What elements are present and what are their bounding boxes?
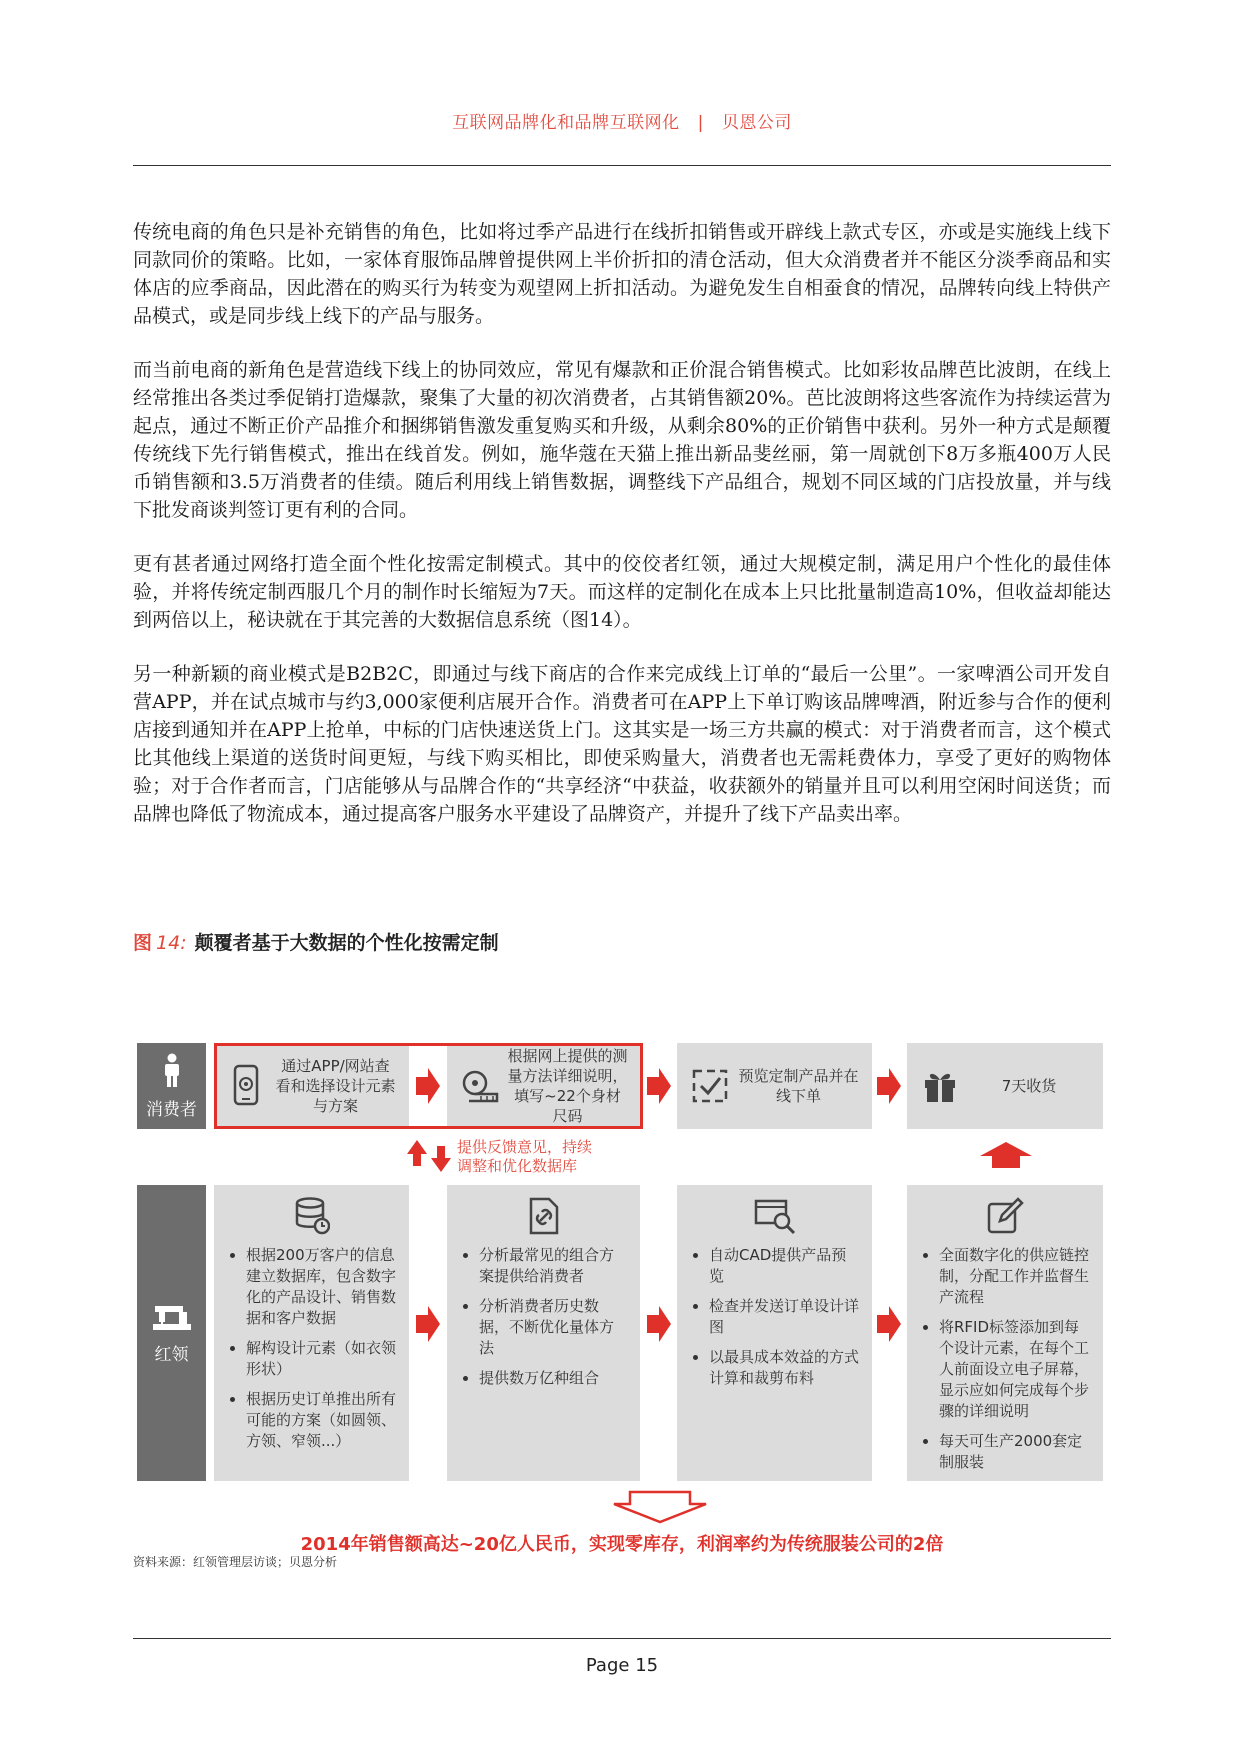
paragraph-2: 而当前电商的新角色是营造线下线上的协同效应，常见有爆款和正价混合销售模式。比如彩妆品牌芭比波朗，在线上经常推出各类过季促销打造爆款，聚集了大量的初次消费者，占其销售额20%。芭比波朗将这些客流作为持续运营为起点，通过不断正价产品推介和捆绑销售激发重复购买和升级，从剩余80%的正价销售中获利。另外一种方式是颠覆传统线下先行销售模式，推出在线首发。例如，施华蔻在天猫上推出新品斐丝丽，第一周就创下8万多瓶400万人民币销售额和3.5万消费者的佳绩。随后利用线上销售数据，调整线下产品组合，规划不同区域的门店投放量，并与线下批发商谈判签订更有利的合同。	[133, 359, 1111, 521]
document-link-icon	[459, 1197, 628, 1237]
screen-search-icon	[689, 1197, 860, 1237]
redcollar-database	[214, 1185, 409, 1481]
arrow-right-icon	[877, 1068, 901, 1104]
paragraph-1: 传统电商的角色只是补充销售的角色，比如将过季产品进行在线折扣销售或开辟线上款式专区，亦或是实施线上线下同款同价的策略。比如，一家体育服饰品牌曾提供网上半价折扣的清仓活动，但大众消费者并不能区分淡季商品和实体店的应季商品，因此潜在的购买行为转变为观望网上折扣活动。为避免发生自相蚕食的情况，品牌转向线上特供产品模式，或是同步线上线下的产品与服务。	[133, 221, 1111, 327]
step-measure-text: 根据网上提供的测量方法详细说明，填写~22个身材尺码	[507, 1047, 628, 1125]
consumer-label-text: 消费者	[146, 1099, 197, 1120]
step-preview-order-text: 预览定制产品并在线下单	[738, 1067, 859, 1105]
header-title: 互联网品牌化和品牌互联网化	[452, 113, 680, 133]
figure-label: 图	[133, 932, 153, 954]
arrow-right-icon	[647, 1068, 671, 1104]
header-separator: |	[697, 113, 704, 133]
redcollar-cad	[677, 1185, 872, 1481]
arrow-right-icon	[416, 1068, 440, 1104]
edit-icon	[919, 1197, 1091, 1237]
up-down-arrows-icon	[407, 1140, 451, 1172]
figure-title	[133, 928, 499, 955]
cad-bullet-2: • 检查并发送订单设计详图	[709, 1296, 860, 1338]
gift-icon	[919, 1068, 961, 1104]
production-bullet-1: • 全面数字化的供应链控制，分配工作并监督生产流程	[939, 1245, 1091, 1308]
figure-source: 资料来源：红领管理层访谈；贝恩分析	[133, 1555, 338, 1569]
feedback-note	[457, 1138, 592, 1176]
arrow-down-outline-icon	[612, 1490, 708, 1524]
arrow-right-icon	[416, 1306, 440, 1342]
person-icon	[161, 1053, 183, 1087]
production-bullet-2: • 将RFID标签添加到每个设计元素，在每个工人前面设立电子屏幕，显示应如何完成每个步骤的详细说明	[939, 1317, 1091, 1422]
paragraph-3: 更有甚者通过网络打造全面个性化按需定制模式。其中的佼佼者红领，通过大规模定制，满足用户个性化的最佳体验，并将传统定制西服几个月的制作时长缩短为7天。而这样的定制化在成本上只比批量制造高10%，但收益却能达到两倍以上，秘诀就在于其完善的大数据信息系统（图14）。	[133, 553, 1111, 631]
sewing-machine-icon	[153, 1302, 191, 1332]
step-select-design-text: 通过APP/网站查看和选择设计元素与方案	[275, 1057, 396, 1115]
paragraph-4: 另一种新颖的商业模式是B2B2C，即通过与线下商店的合作来完成线上订单的“最后一公里”。一家啤酒公司开发自营APP，并在试点城市与约3,000家便利店展开合作。消费者可在APP上下单订购该品牌啤酒，附近参与合作的便利店接到通知并在APP上抢单，中标的门店快速送货上门。这其实是一场三方共赢的模式：对于消费者而言，这个模式比其他线上渠道的送货时间更短，与线下购买相比，即使采购量大，消费者也无需耗费体力，享受了更好的购物体验；对于合作者而言，门店能够从与品牌合作的“共享经济“中获益，收获额外的销量并且可以利用空闲时间送货；而品牌也降低了物流成本，通过提高客户服务水平建设了品牌资产，并提升了线下产品卖出率。	[133, 663, 1111, 825]
step-receive-text: 7天收货	[1001, 1077, 1057, 1095]
step-preview-order	[677, 1043, 872, 1129]
database-icon	[226, 1197, 397, 1237]
redcollar-analysis	[447, 1185, 640, 1481]
consumer-label	[137, 1043, 206, 1129]
page-number: Page 15	[585, 1655, 659, 1676]
redcollar-label	[137, 1185, 206, 1481]
cad-bullet-3: • 以最具成本效益的方式计算和裁剪布料	[709, 1347, 860, 1389]
running-header	[133, 108, 1111, 133]
database-bullet-2: • 解构设计元素（如衣领形状）	[246, 1338, 397, 1380]
redcollar-label-text: 红领	[154, 1344, 189, 1365]
cad-bullet-1: • 自动CAD提供产品预览	[709, 1245, 860, 1287]
header-rule	[133, 165, 1111, 166]
arrow-right-icon	[647, 1306, 671, 1342]
database-bullet-1: • 根据200万客户的信息建立数据库，包含数字化的产品设计、销售数据和客户数据	[246, 1245, 397, 1329]
feedback-line-2: 调整和优化数据库	[457, 1157, 578, 1175]
figure-number: 14:	[156, 932, 187, 954]
footer-rule	[133, 1638, 1111, 1639]
analysis-bullet-2: • 分析消费者历史数据，不断优化量体方法	[479, 1296, 628, 1359]
production-bullet-3: • 每天可生产2000套定制服装	[939, 1431, 1091, 1473]
checkbox-icon	[689, 1068, 731, 1104]
header-company: 贝恩公司	[721, 113, 792, 133]
analysis-bullet-1: • 分析最常见的组合方案提供给消费者	[479, 1245, 628, 1287]
figure-caption: 颠覆者基于大数据的个性化按需定制	[194, 932, 499, 954]
arrow-right-icon	[877, 1306, 901, 1342]
body-text	[133, 218, 1111, 854]
step-receive	[907, 1043, 1103, 1129]
feedback-line-1: 提供反馈意见，持续	[457, 1138, 593, 1156]
redcollar-production	[907, 1185, 1103, 1481]
database-bullet-3: • 根据历史订单推出所有可能的方案（如圆领、方领、窄领...）	[246, 1389, 397, 1452]
figure-summary: 2014年销售额高达~20亿人民币，实现零库存，利润率约为传统服装公司的2倍	[300, 1534, 944, 1555]
arrow-up-icon	[980, 1142, 1032, 1168]
analysis-bullet-3: • 提供数万亿种组合	[479, 1368, 628, 1389]
